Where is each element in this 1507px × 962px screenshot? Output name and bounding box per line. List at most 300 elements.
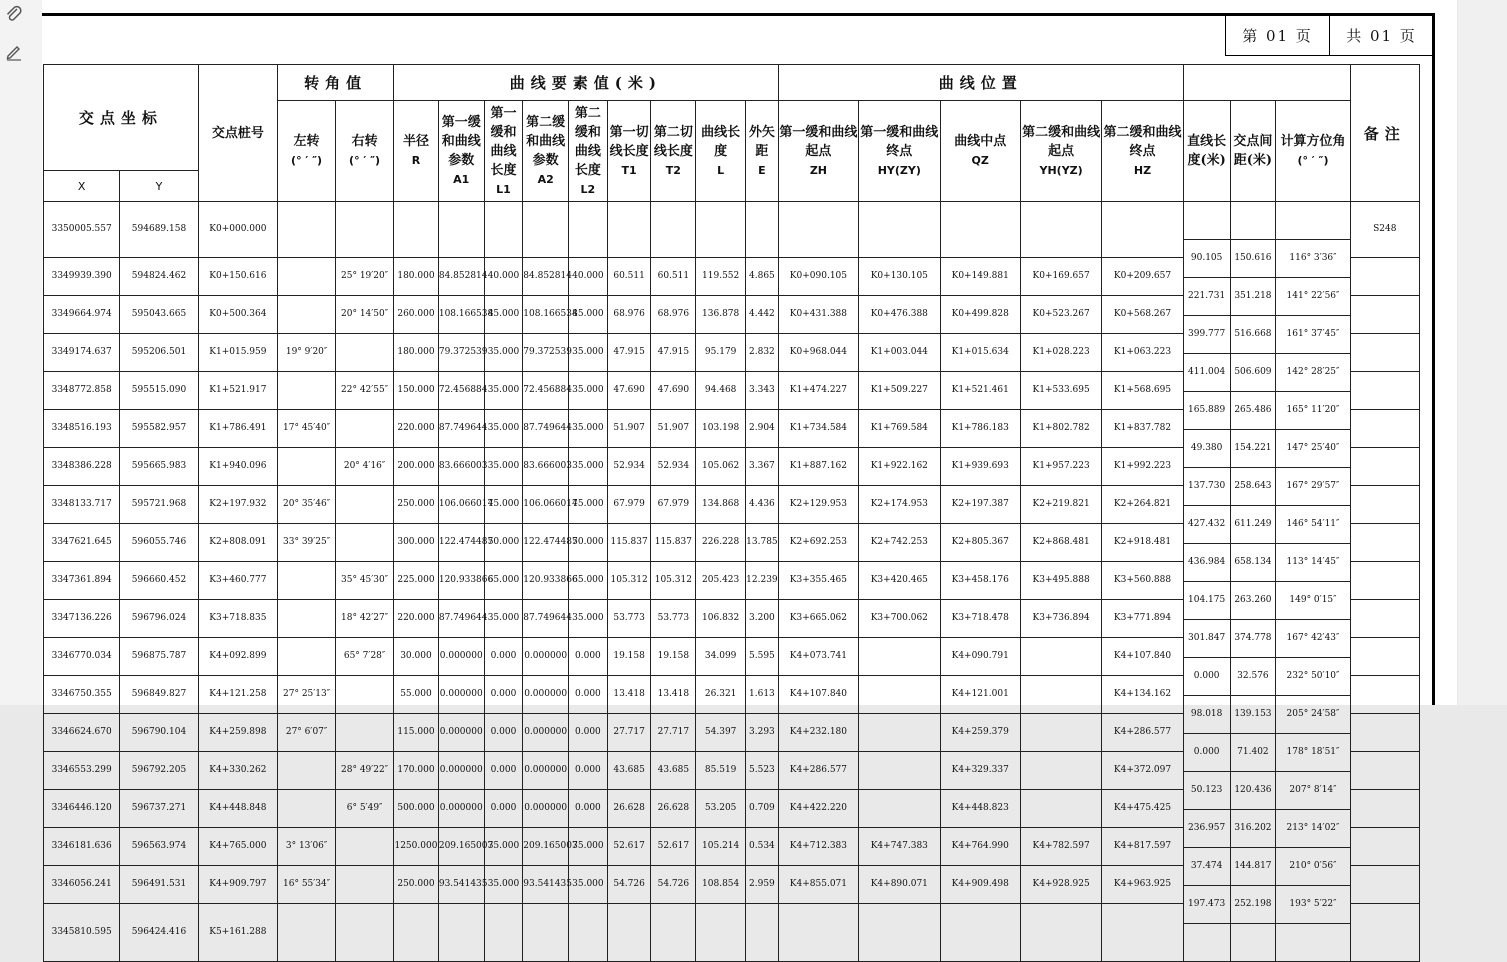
cell-y: 596849.827 (120, 676, 198, 714)
cell-lc (696, 904, 746, 962)
segment-dist: 71.402 (1230, 734, 1276, 772)
cell-zh: K1+474.227 (778, 372, 858, 410)
cell-t2: 67.979 (651, 486, 696, 524)
cell-e: 3.293 (746, 714, 779, 752)
cell-l2 (569, 904, 608, 962)
cell-remarks (1350, 866, 1419, 904)
curve-elements-header: 曲线要素值(米) (394, 65, 779, 101)
cell-e: 1.613 (746, 676, 779, 714)
cell-l1: 0.000 (484, 676, 523, 714)
cell-qz: K2+197.387 (940, 486, 1020, 524)
cell-st: K2+197.932 (198, 486, 277, 524)
cell-r: 170.000 (394, 752, 439, 790)
cell-r: 180.000 (394, 334, 439, 372)
cell-a1: 0.000000 (438, 676, 484, 714)
cell-qz: K0+499.828 (940, 296, 1020, 334)
cell-hy: K1+922.162 (859, 448, 940, 486)
right-dms-unit: (° ′ ″) (349, 154, 381, 167)
cell-l2: 40.000 (569, 258, 608, 296)
cell-l1: 35.000 (484, 334, 523, 372)
yh-header: 第二缓和曲线起点 (1022, 124, 1101, 159)
l1-symbol: L1 (496, 182, 511, 196)
segment-az: 207° 8′14″ (1276, 772, 1350, 810)
segment-dist: 351.218 (1230, 278, 1276, 316)
a1-symbol: A1 (453, 173, 470, 186)
cell-t1: 47.915 (607, 334, 651, 372)
cell-zh: K4+712.383 (778, 828, 858, 866)
cell-yh: K4+782.597 (1020, 828, 1101, 866)
left-toolbar (0, 0, 43, 705)
cell-left (278, 562, 336, 600)
cell-st: K3+460.777 (198, 562, 277, 600)
cell-st: K4+448.848 (198, 790, 277, 828)
cell-a2: 0.000000 (523, 714, 569, 752)
cell-y: 596796.024 (120, 600, 198, 638)
cell-a2: 209.165007 (523, 828, 569, 866)
cell-yh: K1+533.695 (1020, 372, 1101, 410)
cell-a2: 87.749644 (523, 600, 569, 638)
curve-position-header: 曲线位置 (778, 65, 1183, 101)
cell-a1: 0.000000 (438, 752, 484, 790)
cell-l1: 35.000 (484, 600, 523, 638)
cell-st: K4+092.899 (198, 638, 277, 676)
segment-straight: 427.432 (1183, 506, 1230, 544)
straight-length-header: 直线长度(米) (1187, 134, 1227, 168)
segment-dist: 658.134 (1230, 544, 1276, 582)
cell-st: K2+808.091 (198, 524, 277, 562)
cell-st: K0+150.616 (198, 258, 277, 296)
cell-zh: K4+286.577 (778, 752, 858, 790)
cell-l1: 0.000 (484, 638, 523, 676)
segment-dist: 263.260 (1230, 582, 1276, 620)
cell-hz: K1+992.223 (1102, 448, 1183, 486)
cell-t2: 43.685 (651, 752, 696, 790)
segment-az: 141° 22′56″ (1276, 278, 1350, 316)
segment-az: 178° 18′51″ (1276, 734, 1350, 772)
cell-yh (1020, 638, 1101, 676)
cell-zh: K3+355.465 (778, 562, 858, 600)
cell-remarks: S248 (1350, 202, 1419, 258)
cell-t1: 47.690 (607, 372, 651, 410)
cell-a2: 87.749644 (523, 410, 569, 448)
segment-dist: 265.486 (1230, 392, 1276, 430)
segment-straight: 0.000 (1183, 734, 1230, 772)
cell-zh: K1+734.584 (778, 410, 858, 448)
cell-r (394, 904, 439, 962)
cell-x: 3347136.226 (44, 600, 120, 638)
right-turn-header: 右转 (351, 134, 378, 149)
segment-straight: 0.000 (1183, 658, 1230, 696)
cell-hy (859, 904, 940, 962)
cell-lc: 105.062 (696, 448, 746, 486)
cell-left (278, 296, 336, 334)
cell-remarks (1350, 410, 1419, 448)
cell-y: 595665.983 (120, 448, 198, 486)
cell-l1: 35.000 (484, 410, 523, 448)
cell-a1: 0.000000 (438, 638, 484, 676)
cell-t1: 19.158 (607, 638, 651, 676)
cell-hz: K2+264.821 (1102, 486, 1183, 524)
cell-left: 16° 55′34″ (278, 866, 336, 904)
cell-zh: K2+692.253 (778, 524, 858, 562)
segment-az: 146° 54′11″ (1276, 506, 1350, 544)
cell-e (746, 904, 779, 962)
cell-yh (1020, 790, 1101, 828)
cell-hy (859, 714, 940, 752)
cell-x: 3347361.894 (44, 562, 120, 600)
cell-l2: 35.000 (569, 600, 608, 638)
cell-hz: K4+134.162 (1102, 676, 1183, 714)
cell-x: 3349664.974 (44, 296, 120, 334)
cell-e: 3.367 (746, 448, 779, 486)
azimuth-unit: (° ′ ″) (1297, 154, 1329, 167)
segment-az: 210° 0′56″ (1276, 848, 1350, 886)
segment-dist: 316.202 (1230, 810, 1276, 848)
yh-symbol: YH(YZ) (1039, 163, 1083, 177)
cell-zh: K0+968.044 (778, 334, 858, 372)
turn-angle-header: 转角值 (278, 65, 394, 101)
segment-straight: 301.847 (1183, 620, 1230, 658)
cell-hy: K4+890.071 (859, 866, 940, 904)
segment-straight: 197.473 (1183, 886, 1230, 924)
cell-x: 3346553.299 (44, 752, 120, 790)
cell-y: 596424.416 (120, 904, 198, 962)
cell-yh: K1+957.223 (1020, 448, 1101, 486)
cell-zh: K2+129.953 (778, 486, 858, 524)
cell-right: 6° 5′49″ (336, 790, 394, 828)
segment-az: 113° 14′45″ (1276, 544, 1350, 582)
cell-st: K0+000.000 (198, 202, 277, 258)
cell-qz: K3+718.478 (940, 600, 1020, 638)
cell-left (278, 790, 336, 828)
cell-r: 180.000 (394, 258, 439, 296)
segment-az: 142° 28′25″ (1276, 354, 1350, 392)
cell-right (336, 676, 394, 714)
cell-t1: 52.617 (607, 828, 651, 866)
cell-qz: K1+521.461 (940, 372, 1020, 410)
segment-straight: 236.957 (1183, 810, 1230, 848)
cell-zh: K4+855.071 (778, 866, 858, 904)
cell-l1: 40.000 (484, 258, 523, 296)
cell-lc: 226.228 (696, 524, 746, 562)
cell-a2: 93.541435 (523, 866, 569, 904)
cell-x: 3346750.355 (44, 676, 120, 714)
cell-t2: 53.773 (651, 600, 696, 638)
t2-header: 第二切线长度 (653, 124, 693, 159)
cell-t2: 47.915 (651, 334, 696, 372)
cell-a1: 79.372539 (438, 334, 484, 372)
cell-r: 500.000 (394, 790, 439, 828)
segment-dist: 374.778 (1230, 620, 1276, 658)
segment-dist: 258.643 (1230, 468, 1276, 506)
cell-l2: 35.000 (569, 448, 608, 486)
cell-left: 19° 9′20″ (278, 334, 336, 372)
cell-remarks (1350, 524, 1419, 562)
cell-hz: K4+817.597 (1102, 828, 1183, 866)
segment-empty-cell (1183, 202, 1230, 240)
cell-l2: 45.000 (569, 296, 608, 334)
cell-e: 5.595 (746, 638, 779, 676)
hy-symbol: HY(ZY) (877, 163, 921, 177)
cell-x: 3350005.557 (44, 202, 120, 258)
segment-straight: 98.018 (1183, 696, 1230, 734)
cell-x: 3346624.670 (44, 714, 120, 752)
segment-dist: 144.817 (1230, 848, 1276, 886)
cell-yh (1020, 676, 1101, 714)
cell-y: 596491.531 (120, 866, 198, 904)
cell-l1: 35.000 (484, 448, 523, 486)
cell-remarks (1350, 372, 1419, 410)
cell-yh: K2+868.481 (1020, 524, 1101, 562)
cell-e: 2.832 (746, 334, 779, 372)
segment-straight: 221.731 (1183, 278, 1230, 316)
cell-x: 3349174.637 (44, 334, 120, 372)
cell-hy (859, 676, 940, 714)
left-dms-unit: (° ′ ″) (291, 154, 323, 167)
cell-l1: 0.000 (484, 714, 523, 752)
segment-dist: 32.576 (1230, 658, 1276, 696)
cell-hy: K1+769.584 (859, 410, 940, 448)
cell-left (278, 904, 336, 962)
segment-straight: 50.123 (1183, 772, 1230, 810)
cell-hz: K1+568.695 (1102, 372, 1183, 410)
cell-left (278, 448, 336, 486)
cell-lc: 106.832 (696, 600, 746, 638)
cell-y: 596790.104 (120, 714, 198, 752)
cell-l1 (484, 202, 523, 258)
cell-e: 2.959 (746, 866, 779, 904)
cell-l1: 35.000 (484, 866, 523, 904)
cell-st: K3+718.835 (198, 600, 277, 638)
cell-hy: K3+700.062 (859, 600, 940, 638)
cell-r: 1250.000 (394, 828, 439, 866)
cell-hz: K4+963.925 (1102, 866, 1183, 904)
cell-e: 5.523 (746, 752, 779, 790)
cell-yh: K0+523.267 (1020, 296, 1101, 334)
cell-right: 28° 49′22″ (336, 752, 394, 790)
external-distance-header: 外矢距 (748, 124, 775, 159)
cell-hy: K3+420.465 (859, 562, 940, 600)
segment-straight: 436.984 (1183, 544, 1230, 582)
segment-straight: 411.004 (1183, 354, 1230, 392)
cell-x: 3348772.858 (44, 372, 120, 410)
segment-az: 205° 24′58″ (1276, 696, 1350, 734)
cell-y: 596660.452 (120, 562, 198, 600)
cell-a2: 106.066017 (523, 486, 569, 524)
cell-l2: 0.000 (569, 752, 608, 790)
cell-y: 596563.974 (120, 828, 198, 866)
cell-left: 33° 39′25″ (278, 524, 336, 562)
cell-l1 (484, 904, 523, 962)
cell-yh (1020, 904, 1101, 962)
remarks-header: 备注 (1350, 65, 1419, 202)
cell-t2: 26.628 (651, 790, 696, 828)
cell-e: 3.343 (746, 372, 779, 410)
cell-l2: 35.000 (569, 372, 608, 410)
cell-hy (859, 638, 940, 676)
cell-a1: 83.666003 (438, 448, 484, 486)
cell-lc: 136.878 (696, 296, 746, 334)
cell-t2: 13.418 (651, 676, 696, 714)
cell-yh (1020, 752, 1101, 790)
cell-y: 595582.957 (120, 410, 198, 448)
cell-t1 (607, 904, 651, 962)
cell-qz: K4+909.498 (940, 866, 1020, 904)
cell-r: 300.000 (394, 524, 439, 562)
cell-hy: K1+509.227 (859, 372, 940, 410)
scrollbar[interactable] (1458, 0, 1507, 705)
cell-right (336, 486, 394, 524)
cell-right (336, 524, 394, 562)
segment-az: 167° 42′43″ (1276, 620, 1350, 658)
cell-lc: 85.519 (696, 752, 746, 790)
segment-straight: 165.889 (1183, 392, 1230, 430)
cell-t2 (651, 904, 696, 962)
cell-e: 0.534 (746, 828, 779, 866)
segment-az: 167° 29′57″ (1276, 468, 1350, 506)
cell-e: 4.442 (746, 296, 779, 334)
cell-lc: 108.854 (696, 866, 746, 904)
cell-lc (696, 202, 746, 258)
pen-icon[interactable] (4, 42, 24, 62)
cell-yh: K0+169.657 (1020, 258, 1101, 296)
segment-dist: 252.198 (1230, 886, 1276, 924)
cell-right (336, 904, 394, 962)
cell-st: K4+121.258 (198, 676, 277, 714)
cell-hz: K4+372.097 (1102, 752, 1183, 790)
cell-y: 594689.158 (120, 202, 198, 258)
cell-qz: K0+149.881 (940, 258, 1020, 296)
cell-st: K1+521.917 (198, 372, 277, 410)
cell-l2: 50.000 (569, 524, 608, 562)
cell-a1: 72.456884 (438, 372, 484, 410)
cell-a2: 0.000000 (523, 752, 569, 790)
cell-e: 4.865 (746, 258, 779, 296)
cell-y: 596792.205 (120, 752, 198, 790)
cell-x: 3345810.595 (44, 904, 120, 962)
cell-r: 250.000 (394, 866, 439, 904)
cell-qz: K4+764.990 (940, 828, 1020, 866)
cell-r: 250.000 (394, 486, 439, 524)
cell-hz: K0+568.267 (1102, 296, 1183, 334)
cell-right: 20° 4′16″ (336, 448, 394, 486)
cell-hy (859, 202, 940, 258)
cell-a2 (523, 904, 569, 962)
segment-straight: 137.730 (1183, 468, 1230, 506)
cell-t2: 52.617 (651, 828, 696, 866)
cell-remarks (1350, 904, 1419, 962)
cell-r: 55.000 (394, 676, 439, 714)
cell-a2: 0.000000 (523, 638, 569, 676)
cell-l1: 0.000 (484, 790, 523, 828)
cell-r (394, 202, 439, 258)
cell-hz (1102, 904, 1183, 962)
cell-t1: 53.773 (607, 600, 651, 638)
cell-yh: K3+736.894 (1020, 600, 1101, 638)
segment-empty-cell (1276, 924, 1350, 962)
segment-az: 149° 0′15″ (1276, 582, 1350, 620)
cell-lc: 54.397 (696, 714, 746, 752)
radius-symbol: R (411, 154, 421, 167)
cell-t2: 105.312 (651, 562, 696, 600)
cell-r: 200.000 (394, 448, 439, 486)
cell-right (336, 866, 394, 904)
cell-l1: 45.000 (484, 296, 523, 334)
table-body (44, 202, 1420, 962)
cell-e: 12.239 (746, 562, 779, 600)
cell-st: K1+940.096 (198, 448, 277, 486)
t1-header: 第一切线长度 (609, 124, 649, 159)
cell-hz: K4+475.425 (1102, 790, 1183, 828)
cell-right: 22° 42′55″ (336, 372, 394, 410)
cell-a2: 0.000000 (523, 790, 569, 828)
cell-qz: K4+121.001 (940, 676, 1020, 714)
cell-a2: 83.666003 (523, 448, 569, 486)
cell-x: 3349939.390 (44, 258, 120, 296)
cell-remarks (1350, 258, 1419, 296)
cell-y: 596875.787 (120, 638, 198, 676)
cell-right (336, 202, 394, 258)
segment-dist: 139.153 (1230, 696, 1276, 734)
cell-a1: 106.066017 (438, 486, 484, 524)
cell-hy: K2+742.253 (859, 524, 940, 562)
qz-symbol: QZ (971, 154, 989, 167)
cell-x: 3348133.717 (44, 486, 120, 524)
cell-hz (1102, 202, 1183, 258)
cell-x: 3348516.193 (44, 410, 120, 448)
curve-length-header: 曲线长度 (701, 124, 741, 159)
cell-lc: 26.321 (696, 676, 746, 714)
cell-x: 3346056.241 (44, 866, 120, 904)
cell-r: 150.000 (394, 372, 439, 410)
cell-t2 (651, 202, 696, 258)
hz-symbol: HZ (1133, 163, 1152, 177)
segment-az: 116° 3′36″ (1276, 240, 1350, 278)
cell-yh (1020, 714, 1101, 752)
cell-l2: 45.000 (569, 486, 608, 524)
cell-right: 18° 42′27″ (336, 600, 394, 638)
cell-remarks (1350, 828, 1419, 866)
cell-x: 3346181.636 (44, 828, 120, 866)
l2-symbol: L2 (580, 182, 596, 196)
l1-header: 第一缓和曲线长度 (490, 105, 517, 178)
cell-t1: 115.837 (607, 524, 651, 562)
cell-qz: K4+329.337 (940, 752, 1020, 790)
cell-remarks (1350, 752, 1419, 790)
cell-zh (778, 904, 858, 962)
intersection-distance-header: 交点间距(米) (1233, 134, 1273, 168)
cell-hz: K1+063.223 (1102, 334, 1183, 372)
cell-a1: 84.852814 (438, 258, 484, 296)
cell-hy: K4+747.383 (859, 828, 940, 866)
cell-remarks (1350, 486, 1419, 524)
cell-l1: 35.000 (484, 828, 523, 866)
cell-a1: 87.749644 (438, 410, 484, 448)
radius-header: 半径 (402, 134, 429, 149)
segment-empty-cell (1276, 202, 1350, 240)
external-distance-symbol: E (758, 163, 766, 177)
cell-e: 0.709 (746, 790, 779, 828)
paperclip-icon[interactable] (4, 4, 24, 24)
cell-y: 596737.271 (120, 790, 198, 828)
cell-t1: 52.934 (607, 448, 651, 486)
cell-a2: 84.852814 (523, 258, 569, 296)
cell-right (336, 714, 394, 752)
cell-zh: K0+431.388 (778, 296, 858, 334)
cell-t2: 68.976 (651, 296, 696, 334)
zh-symbol: ZH (809, 163, 827, 177)
cell-lc: 205.423 (696, 562, 746, 600)
